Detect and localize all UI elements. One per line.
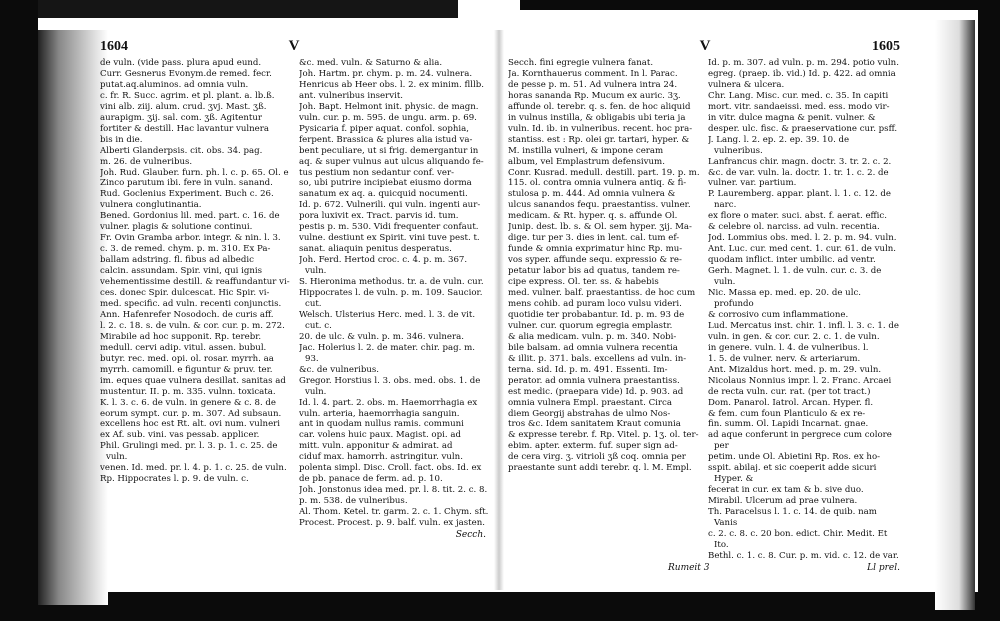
text-line: myrrh. camomill. e figuntur & pruv. ter.	[100, 364, 273, 375]
text-line: dige. tur per 3. dies in lent. cal. tum ef-	[508, 233, 680, 244]
text-line: & celebre ol. narciss. ad vuln. recentia.	[708, 222, 880, 233]
text-line: & corrosivo cum inflammatione.	[708, 309, 849, 320]
text-line: vehementissime destill. & reaffundantur vi-	[100, 277, 290, 288]
text-line: vuln. cur. p. m. 595. de ungu. arm. p. 69.	[299, 112, 477, 123]
text-line: Th. Paracelsus l. 1. c. 14. de quib. nam Vanis	[708, 507, 877, 529]
text-line: Lud. Mercatus inst. chir. 1. infl. l. 3. c. 1. de	[708, 320, 899, 331]
text-line: ciduf max. hamorrh. astringitur. vuln.	[299, 452, 463, 463]
text-line: Curr. Gesnerus Evonym.de remed. fecr.	[100, 68, 272, 79]
text-line: de pb. panace de ferm. ad. p. 10.	[299, 474, 443, 485]
scan-border-left	[0, 0, 38, 621]
page-curl-shadow-right	[935, 20, 975, 610]
text-line: vulnera conglutinantia.	[100, 200, 202, 211]
text-line: vuln. Id. ib. in vulneribus. recent. hoc pra-	[508, 123, 693, 134]
text-line: quodam inflict. inter umbilic. ad ventr.	[708, 255, 876, 266]
text-line: in vulnus instilla, & obligabis ubi teria ja	[508, 112, 686, 123]
text-line: stantiss. est : Rp. olei gr. tartari, hyper. &	[508, 134, 690, 145]
text-line: Jod. Lommius obs. med. l. 2. p. m. 94. vuln.	[708, 233, 897, 244]
text-line: Ant. Mizaldus hort. med. p. m. 29. vuln.	[708, 364, 882, 375]
text-line: so, ubi putrire incipiebat eiusmo dorma	[299, 178, 472, 189]
text-line: Joh. Rud. Glauber. furn. ph. l. c. p. 65. Ol. e	[100, 167, 289, 178]
text-line: pestis p. m. 530. Vidi frequenter confaut.	[299, 222, 479, 233]
text-line: Zinco parutum ibi. fere in vuln. sanand.	[100, 178, 273, 189]
text-line: Rp. Hippocrates l. p. 9. de vuln. c.	[100, 474, 249, 485]
text-line: c. 2. c. 8. c. 20 bon. edict. Chir. Medit. Et Ito.	[708, 528, 888, 550]
scan-border-top-right	[520, 0, 1000, 10]
text-line: quotidie ter probabantur. Id. p. m. 93 de	[508, 309, 685, 320]
text-line: sspit. abilaj. et sic coeperit adde sicuri Hyper. &	[708, 463, 877, 485]
text-line: ant. vulneribus inservit.	[299, 90, 404, 101]
text-line: Conr. Kusrad. medull. destill. part. 19. p. m.	[508, 167, 700, 178]
text-line: vos syper. affunde sequ. expressio & re-	[508, 255, 682, 266]
left-page	[100, 38, 490, 583]
text-line: Nicolaus Nonnius impr. l. 2. Franc. Arcaei	[708, 375, 892, 386]
text-line: Bened. Gordonius lil. med. part. c. 16. de	[100, 211, 280, 222]
text-line: vini alb. ziij. alum. crud. ʒvj. Mast. ʒß.	[100, 101, 267, 112]
text-line: & fem. cum foun Planticulo & ex re-	[708, 408, 866, 419]
text-line: medull. cervi adip. vitul. assen. bubul.	[100, 342, 267, 353]
left-running-head: V	[288, 38, 300, 54]
text-line: 1. 5. de vulner. nerv. & arteriarum.	[708, 353, 861, 364]
text-line: J. Lang. l. 2. ep. 2. ep. 39. 10. de vulneribus.	[708, 134, 850, 156]
text-line: stulosa p. m. 444. Ad omnia vulnera &	[508, 189, 676, 200]
text-line: ant in quodam nullus ramis. communi	[299, 419, 464, 430]
text-line: med. specific. ad vuln. recenti conjunctis.	[100, 298, 282, 309]
text-line: terna. sid. Id. p. m. 491. Essenti. Im-	[508, 364, 668, 375]
text-line: Nic. Massa ep. med. ep. 20. de ulc. profundo	[708, 288, 861, 309]
text-line: Jac. Holerius l. 2. de mater. chir. pag. m. 93.	[299, 342, 475, 364]
text-line: Hippocrates l. de vuln. p. m. 109. Saucior. cut.	[299, 288, 483, 309]
text-line: & expresse terebr. f. Rp. Vitel. p. 1ʒ. ol. ter-	[508, 430, 699, 441]
book-gutter	[494, 30, 504, 590]
text-line: venen. Id. med. pr. l. 4. p. 1. c. 25. de vuln.	[100, 463, 287, 474]
text-line: de pesse p. m. 51. Ad vulnera intra 24.	[508, 79, 678, 90]
text-line: Mirabil. Ulcerum ad prae vulnera.	[708, 496, 858, 507]
text-line: mort. vitr. sandaeissi. med. ess. modo vir-	[708, 101, 890, 112]
text-line: funde & omnia exprimatur hinc Rp. mu-	[508, 244, 683, 255]
text-line: diem Georgij abstrahas de ulmo Nos-	[508, 408, 671, 419]
text-line: Henricus ab Heer obs. l. 2. ex minim. flllb.	[299, 79, 484, 90]
text-line: Alberti Glanderpsis. cit. obs. 34. pag.	[100, 145, 263, 156]
text-line: Gerh. Magnet. l. 1. de vuln. cur. c. 3. de vuln.	[708, 266, 882, 288]
text-line: Junip. dest. lb. s. & Ol. sem hyper. ʒij. Ma-	[508, 222, 692, 233]
text-line: sanatum ex aq. a. quicquid nocumenti.	[299, 189, 468, 200]
text-line: calcin. assundam. Spir. vini, qui ignis	[100, 266, 263, 277]
text-line: Joh. Bapt. Helmont init. physic. de magn.	[299, 101, 479, 112]
text-line: affunde ol. terebr. q. s. fen. de hoc aliquid	[508, 101, 691, 112]
text-line: &c. de vulneribus.	[299, 364, 380, 375]
left-page-column-1	[100, 58, 291, 529]
left-page-header	[100, 38, 490, 56]
right-page-column-2	[708, 58, 900, 562]
text-line: m. 26. de vulneribus.	[100, 156, 193, 167]
text-line: vulnera & ulcera.	[708, 79, 785, 90]
text-line: vulner. var. partium.	[708, 178, 797, 189]
text-line: & illit. p. 371. bals. excellens ad vuln. in-	[508, 353, 687, 364]
text-line: praestante sunt addi terebr. q. l. M. Empl.	[508, 463, 692, 474]
text-line: ferpent. Brassica & plures alia istud va-	[299, 134, 473, 145]
text-line: K. l. 3. c. 6. de vuln. in genere & c. 8. de	[100, 397, 277, 408]
text-line: vuln. arteria, haemorrhagia sanguin.	[299, 408, 460, 419]
text-line: petim. unde Ol. Abietini Rp. Ros. ex ho-	[708, 452, 881, 463]
text-line: 20. de ulc. & vuln. p. m. 346. vulnera.	[299, 331, 464, 342]
left-page-catchword: Secch.	[455, 529, 486, 540]
page-curl-shadow-left	[38, 30, 108, 605]
text-line: car. volens huic paux. Magist. opi. ad	[299, 430, 461, 441]
text-line: ces. donec Spir. dulcescat. Hic Spir. vi-	[100, 288, 270, 299]
text-line: Id. p. m. 307. ad vuln. p. m. 294. potio vuln.	[708, 58, 899, 68]
text-line: Ja. Kornthauerus comment. In l. Parac.	[508, 68, 678, 79]
text-line: medicam. & Rt. hyper. q. s. affunde Ol.	[508, 211, 678, 222]
text-line: &c. med. vuln. & Saturno & alia.	[299, 58, 443, 68]
text-line: Id. l. 4. part. 2. obs. m. Haemorrhagia ex	[299, 397, 478, 408]
left-page-column-2	[299, 58, 490, 529]
text-line: Bethl. c. 1. c. 8. Cur. p. m. vid. c. 12. de var.	[708, 550, 899, 561]
text-line: album, vel Emplastrum defensivum.	[508, 156, 665, 167]
text-line: cipe express. Ol. ter. ss. & habebis	[508, 277, 659, 288]
text-line: omnia vulnera Empl. praestant. Circa	[508, 397, 672, 408]
text-line: im. eques quae vulnera desillat. sanitas ad	[100, 375, 286, 386]
text-line: Gregor. Horstius l. 3. obs. med. obs. 1. de vuln.	[299, 375, 481, 397]
text-line: ad aque conferunt in pergrece cum colore per	[708, 430, 892, 452]
text-line: mitt. vuln. apponitur & admirat. ad	[299, 441, 453, 452]
text-line: ebim. apter. exterm. fuf. super sign ad-	[508, 441, 678, 452]
text-line: aurapigm. ʒij. sal. com. ʒß. Agitentur	[100, 112, 263, 123]
scan-border-top-left	[38, 0, 458, 18]
text-line: Fr. Ovin Gramba arbor. integr. & nin. l. 3.	[100, 233, 281, 244]
text-line: &c. de var. vuln. la. doctr. 1. tr. 1. c. 2. de	[708, 167, 889, 178]
text-line: ex flore o mater. suci. abst. f. aerat. effic.	[708, 211, 887, 222]
text-line: Welsch. Ulsterius Herc. med. l. 3. de vit. cut. c.	[299, 309, 476, 331]
text-line: ballam adstring. fl. fibus ad albedic	[100, 255, 254, 266]
text-line: aq. & super vulnus aut ulcus aliquando fe-	[299, 156, 484, 167]
text-line: fecerat in cur. ex tam & b. sive duo.	[708, 485, 864, 496]
text-line: vulne. destiunt ex Spirit. vini tuve pest. t.	[299, 233, 480, 244]
text-line: in genere. vuln. l. 4. de vulneribus. l.	[708, 342, 869, 353]
text-line: fortiter & destill. Hac lavantur vulnera	[100, 123, 269, 134]
text-line: mustentur. II. p. m. 335. vulnn. toxicata.	[100, 386, 276, 397]
text-line: eorum sympt. cur. p. m. 307. Ad subsaun.	[100, 408, 282, 419]
text-line: Al. Thom. Ketel. tr. garm. 2. c. 1. Chym. sft.	[299, 507, 489, 518]
text-line: horas sananda Rp. Mucum ex auric. 3ʒ.	[508, 90, 681, 101]
text-line: putat.aq.aluminos. ad omnia vuln.	[100, 79, 249, 90]
text-line: Rud. Goclenius Experiment. Buch c. 26.	[100, 189, 274, 200]
text-line: bis in die.	[100, 134, 143, 145]
text-line: Phil. Grulingi med. pr. l. 3. p. 1. c. 25. de vuln.	[100, 441, 278, 463]
right-page-catchword-1: Rumeit 3	[668, 562, 710, 573]
text-line: excellens hoc est Rt. alt. ovi num. vulneri	[100, 419, 281, 430]
text-line: Id. p. 672. Vulnerili. qui vuln. ingenti aur-	[299, 200, 481, 211]
text-line: fin. summ. Ol. Lapidi Incarnat. gnae.	[708, 419, 869, 430]
text-line: egreg. (praep. ib. vid.) Id. p. 422. ad omnia	[708, 68, 896, 79]
text-line: P. Lauremberg. appar. plant. l. 1. c. 12. de narc.	[708, 189, 891, 211]
text-line: Ant. Luc. cur. med cent. 1. cur. 61. de vuln.	[708, 244, 896, 255]
right-page	[508, 38, 900, 583]
right-page-number: 1605	[872, 39, 900, 54]
scan-border-bottom	[0, 592, 1000, 621]
text-line: c. fr. R. Succ. agrim. et pl. plant. a. lb.ß.	[100, 90, 275, 101]
text-line: Joh. Ferd. Hertod croc. c. 4. p. m. 367. vuln.	[299, 255, 468, 277]
text-line: vulner. cur. quorum egregia emplastr.	[508, 320, 673, 331]
text-line: Chr. Lang. Misc. cur. med. c. 35. In capiti	[708, 90, 889, 101]
text-line: Secch. fini egregie vulnera fanat.	[508, 58, 654, 68]
right-running-head: V	[699, 38, 711, 54]
text-line: tros &c. Idem sanitatem Kraut comunia	[508, 419, 681, 430]
text-line: ulcus sanandos fequ. praestantiss. vulner.	[508, 200, 691, 211]
text-line: & alia medicam. vuln. p. m. 340. Nobi-	[508, 331, 677, 342]
text-line: Joh. Jonstonus idea med. pr. l. 8. tit. 2. c. 8.	[299, 485, 488, 496]
text-line: Mirabile ad hoc supponit. Rp. terebr.	[100, 331, 262, 342]
text-line: Lanfrancus chir. magn. doctr. 3. tr. 2. c. 2.	[708, 156, 892, 167]
text-line: mens cohib. ad puram loco vulsu videri.	[508, 298, 682, 309]
text-line: vulner. plagis & solutione continui.	[100, 222, 253, 233]
text-line: p. m. 538. de vulneribus.	[299, 496, 408, 507]
text-line: M. instilla vulneri, & impone ceram	[508, 145, 664, 156]
text-line: de cera virg. ʒ. vitrioli ʒß coq. omnia per	[508, 452, 686, 463]
right-page-header	[508, 38, 900, 56]
text-line: 115. ol. contra omnia vulnera antiq. & fi-	[508, 178, 687, 189]
text-line: S. Hieronima methodus. tr. a. de vuln. cur.	[299, 277, 484, 288]
text-line: butyr. rec. med. opi. ol. rosar. myrrh. aa	[100, 353, 274, 364]
text-line: petatur labor bis ad quatus, tandem re-	[508, 266, 680, 277]
text-line: de vuln. (vide pass. plura apud eund.	[100, 58, 262, 68]
right-page-column-1	[508, 58, 700, 562]
text-line: in vitr. dulce magna & penit. vulner. &	[708, 112, 876, 123]
text-line: Procest. Procest. p. 9. balf. vuln. ex jasten.	[299, 518, 485, 529]
text-line: ex Af. sub. vini. vas pessab. applicer.	[100, 430, 260, 441]
text-line: med. vulner. balf. praestantiss. de hoc cum	[508, 288, 696, 299]
text-line: bile balsam. ad omnia vulnera recentia	[508, 342, 678, 353]
text-line: Pysicaria f. piper aquat. confol. sophia,	[299, 123, 469, 134]
text-line: vuln. in gen. & cor. cur. 2. c. 1. de vuln.	[708, 331, 880, 342]
text-line: c. 3. de remed. chym. p. m. 310. Ex Pa-	[100, 244, 271, 255]
text-line: perator. ad omnia vulnera praestantiss.	[508, 375, 680, 386]
text-line: sanat. aliaquin penitus desperatus.	[299, 244, 452, 255]
text-line: desper. ulc. fisc. & praeservatione cur. psff.	[708, 123, 898, 134]
left-page-number: 1604	[100, 39, 128, 54]
scan-border-right	[978, 0, 1000, 621]
text-line: de recta vuln. cur. rat. (per tot tract.)	[708, 386, 871, 397]
text-line: l. 2. c. 18. s. de vuln. & cor. cur. p. m. 272.	[100, 320, 285, 331]
right-page-catchword-2: Ll prel.	[867, 562, 900, 573]
text-line: Joh. Hartm. pr. chym. p. m. 24. vulnera.	[299, 68, 473, 79]
text-line: Dom. Panarol. Iatrol. Arcan. Hyper. fl.	[708, 397, 874, 408]
text-line: est medic. (praepara vide) Id. p. 903. ad	[508, 386, 684, 397]
text-line: bent peculiare, ut si frig. demergantur in	[299, 145, 479, 156]
text-line: pora luxivit ex. Tract. parvis id. tum.	[299, 211, 459, 222]
text-line: Ann. Hafenrefer Nosodoch. de curis aff.	[100, 309, 274, 320]
text-line: tus pestium non sedantur conf. ver-	[299, 167, 455, 178]
text-line: polenta simpl. Disc. Croll. fact. obs. Id. ex	[299, 463, 482, 474]
